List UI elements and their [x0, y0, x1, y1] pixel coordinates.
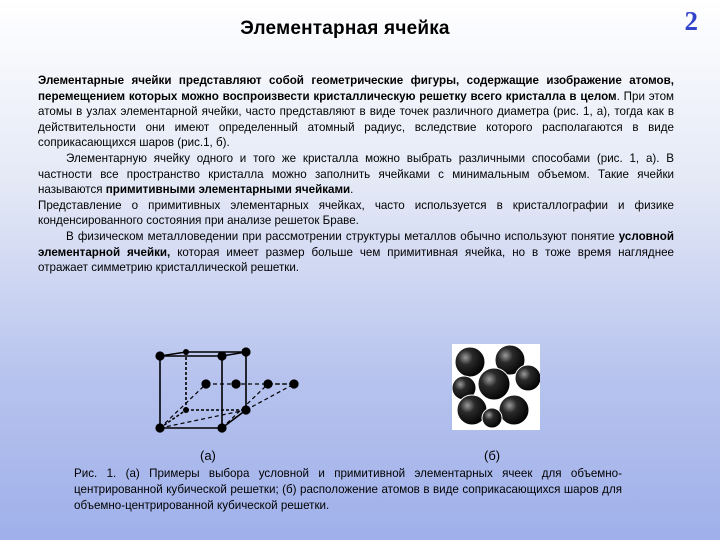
figure-caption: Рис. 1. (а) Примеры выбора условной и примитивной элементарных ячеек для объемно-центрированной кубической решетки; (б) расположение атомов в виде соприкасающихся шаров для объемно-центрированной кубической решетки. — [74, 467, 622, 512]
paragraph-2-end: . — [350, 183, 354, 197]
paragraph-4-end: которая имеет размер больше чем примитивная ячейка, но в тоже время нагляднее отражает симметрию кристаллической решетки. — [38, 245, 674, 275]
body-text — [38, 73, 674, 276]
paragraph-1-bold: Элементарные ячейки представляют собой геометрические фигуры, содержащие изображение атомов, перемещением которых можно воспроизвести кристаллическую решетку всего кристалла в целом — [38, 74, 674, 103]
paragraph-4-start: В физическом металловедении при рассмотрении структуры металлов обычно используют понятие — [66, 229, 619, 243]
paragraph-1-rest: . При этом атомы в узлах элементарной ячейки, часто представляют в виде точек различного диаметра (рис. 1, а), тогда как в действительности они имеют определенный атомный радиус, вследствие которого располагаются в виде соприкасающихся шаров (рис.1, б). — [38, 89, 674, 150]
touching-spheres-diagram — [452, 344, 540, 430]
paragraph-2-start: Элементарную ячейку одного и того же кристалла можно выбрать различными способами (рис. 1, а). В частности все пространство кристалла можно заполнить ячейками с минимальным объемом. Такие ячейки называются — [38, 151, 674, 197]
paragraph-1 — [38, 73, 674, 151]
figure-a-label: (а) — [200, 448, 216, 463]
slide-title: Элементарная ячейка — [240, 18, 450, 39]
paragraph-2 — [38, 151, 674, 198]
slide-number: 2 — [684, 6, 698, 36]
paragraph-4 — [38, 229, 674, 276]
paragraph-4-bold: условной элементарной ячейки, — [38, 229, 674, 259]
bcc-lattice-diagram — [148, 342, 300, 438]
figure-b-label: (б) — [484, 448, 501, 463]
paragraph-2-bold: примитивными элементарными ячейками — [105, 183, 351, 197]
paragraph-3: Представление о примитивных элементарных ячейках, часто используется в кристаллографии и физике конденсированного состояния при анализе решеток Браве. — [38, 198, 674, 228]
